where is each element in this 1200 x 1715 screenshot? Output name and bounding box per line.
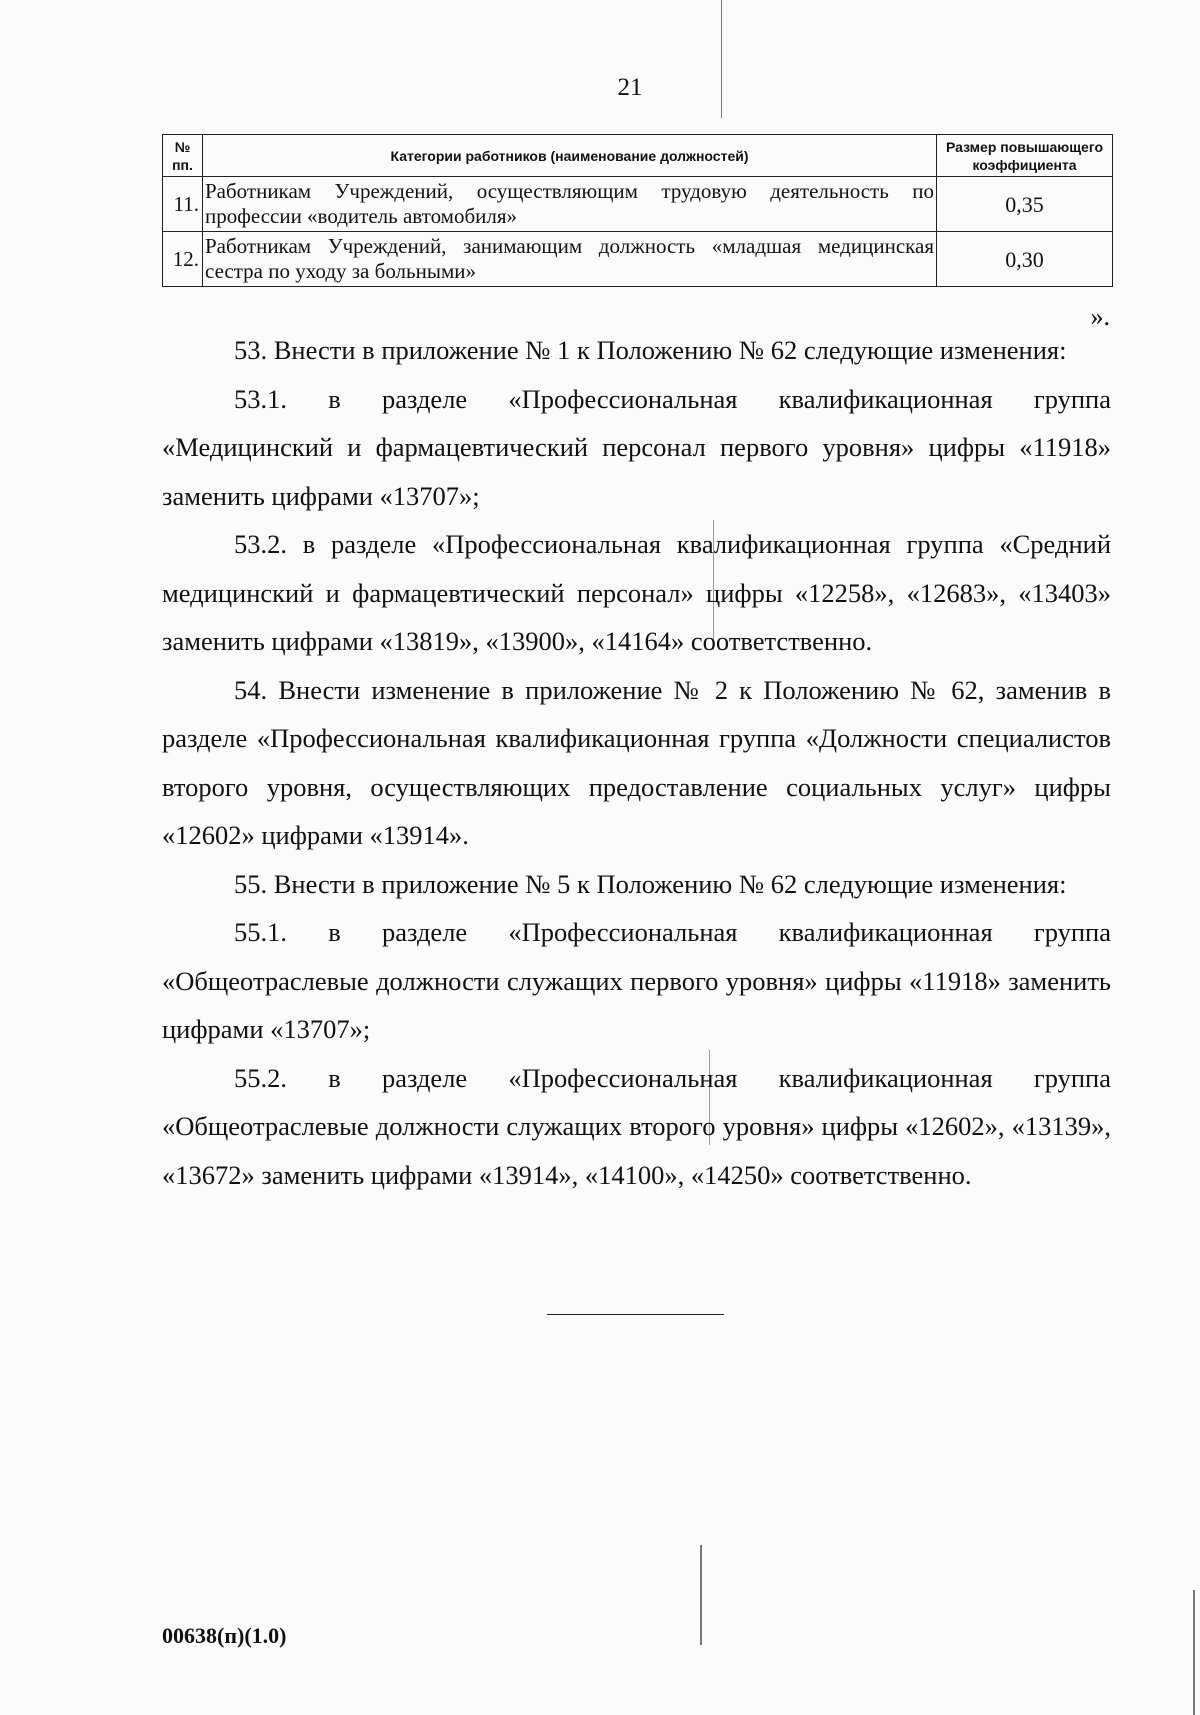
paragraph-53: 53. Внести в приложение № 1 к Положению № 62 следующие изменения:	[234, 335, 1067, 365]
end-of-text-rule	[547, 1314, 724, 1315]
table-row	[163, 232, 1113, 287]
row-coefficient: 0,35	[937, 177, 1113, 232]
paragraph-55: 55. Внести в приложение № 5 к Положению № 62 следующие изменения:	[234, 868, 1067, 899]
scan-artifact-line	[700, 1545, 702, 1645]
table-row	[163, 177, 1113, 232]
document-body	[162, 326, 1111, 1199]
row-category: Работникам Учреждений, занимающим должность «младшая медицинская сестра по уходу за больными»	[203, 232, 937, 287]
page-number: 21	[617, 74, 643, 101]
row-num: 12.	[163, 232, 203, 287]
closing-quote: ».	[1090, 302, 1110, 331]
header-coefficient: Размер повышающего коэффициента	[937, 135, 1113, 177]
row-category: Работникам Учреждений, осуществляющим трудовую деятельность по профессии «водитель автомобиля»	[203, 177, 937, 232]
document-code: 00638(п)(1.0)	[162, 1623, 287, 1648]
coefficient-table	[162, 134, 1113, 287]
paragraph-55-1: 55.1. в разделе «Профессиональная квалификационная группа «Общеотраслевые должности служащих первого уровня» цифры «11918» заменить цифрами «13707»;	[162, 917, 1111, 1044]
paragraph-53-1: 53.1. в разделе «Профессиональная квалификационная группа «Медицинский и фармацевтический персонал первого уровня» цифры «11918» заменить цифрами «13707»;	[162, 383, 1111, 511]
row-coefficient: 0,30	[937, 232, 1113, 287]
row-num: 11.	[163, 177, 203, 232]
paragraph-53-2: 53.2. в разделе «Профессиональная квалификационная группа «Средний медицинский и фармацевтический персонал» цифры «12258», «12683», «13403» заменить цифрами «13819», «13900», «14164» соответственно.	[162, 529, 1111, 656]
header-num: № пп.	[163, 135, 203, 177]
scan-artifact-line	[1193, 1590, 1195, 1715]
header-category: Категории работников (наименование должностей)	[203, 135, 937, 177]
paragraph-54: 54. Внести изменение в приложение № 2 к Положению № 62, заменив в разделе «Профессиональная квалификационная группа «Должности специалистов второго уровня, осуществляющих предоставление социальных услуг» цифры «12602» цифрами «13914».	[162, 674, 1111, 850]
table-header-row	[163, 135, 1113, 177]
paragraph-55-2: 55.2. в разделе «Профессиональная квалификационная группа «Общеотраслевые должности служащих второго уровня» цифры «12602», «13139», «13672» заменить цифрами «13914», «14100», «14250» соответственно.	[162, 1062, 1111, 1190]
